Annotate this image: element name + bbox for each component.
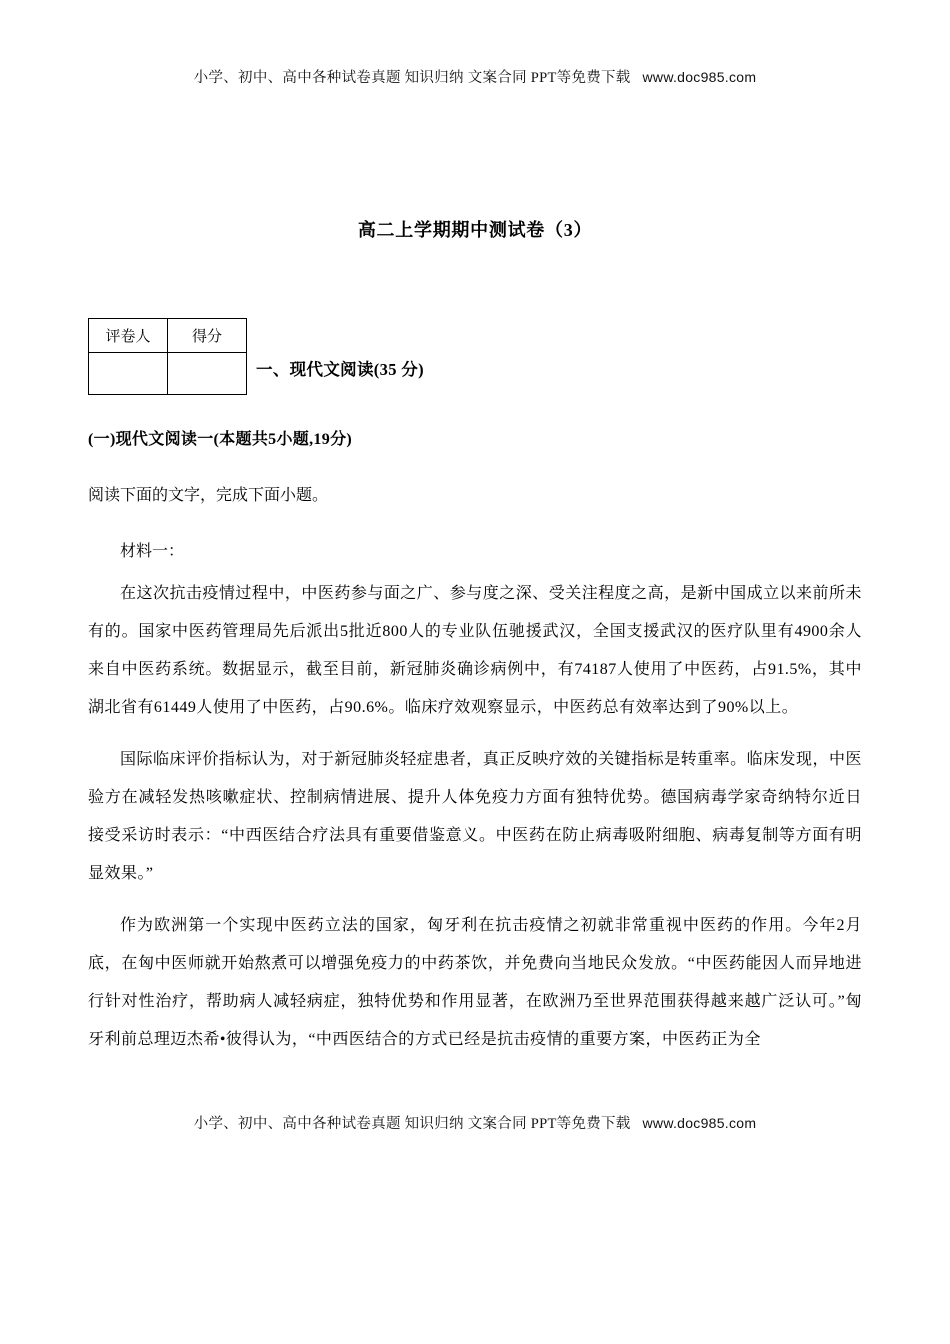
score-table-section bbox=[88, 318, 862, 395]
material-paragraph-2: 国际临床评价指标认为，对于新冠肺炎轻症患者，真正反映疗效的关键指标是转重率。临床发现，中医验方在减轻发热咳嗽症状、控制病情进展、提升人体免疫力方面有独特优势。德国病毒学家奇纳特尔近日接受采访时表示：“中西医结合疗法具有重要借鉴意义。中医药在防止病毒吸附细胞、病毒复制等方面有明显效果。” bbox=[88, 751, 862, 882]
reading-instruction: 阅读下面的文字，完成下面小题。 bbox=[88, 487, 329, 504]
subsection-heading: (一)现代文阅读一(本题共5小题,19分) bbox=[88, 431, 353, 448]
document-title: 高二上学期期中测试卷（3） bbox=[357, 220, 593, 240]
score-table-blank-row bbox=[89, 353, 247, 395]
section-heading: 一、现代文阅读(35 分) bbox=[256, 360, 424, 379]
document-content bbox=[88, 0, 862, 1073]
footer-banner-text: 小学、初中、高中各种试卷真题 知识归纳 文案合同 PPT等免费下载 bbox=[193, 1116, 631, 1132]
score-blank-cell bbox=[168, 353, 247, 395]
header-site-url: www.doc985.com bbox=[642, 69, 757, 85]
score-table-header-row bbox=[89, 319, 247, 353]
grader-label-cell: 评卷人 bbox=[89, 319, 168, 353]
footer-site-url: www.doc985.com bbox=[642, 1115, 757, 1131]
material-paragraph-3: 作为欧洲第一个实现中医药立法的国家，匈牙利在抗击疫情之初就非常重视中医药的作用。今年2月底，在匈中医师就开始熬煮可以增强免疫力的中药茶饮，并免费向当地民众发放。“中医药能因人而异地进行针对性治疗，帮助病人减轻病症，独特优势和作用显著，在欧洲乃至世界范围获得越来越广泛认可。”匈牙利前总理迈杰希•彼得认为，“中西医结合的方式已经是抗击疫情的重要方案，中医药正为全 bbox=[88, 917, 862, 1048]
material-paragraph-1: 在这次抗击疫情过程中，中医药参与面之广、参与度之深、受关注程度之高，是新中国成立以来前所未有的。国家中医药管理局先后派出5批近800人的专业队伍驰援武汉，全国支援武汉的医疗队里有4900余人来自中医药系统。数据显示，截至目前，新冠肺炎确诊病例中，有74187人使用了中医药，占91.5%，其中湖北省有61449人使用了中医药，占90.6%。临床疗效观察显示，中医药总有效率达到了90%以上。 bbox=[88, 585, 862, 716]
page-footer bbox=[0, 1112, 950, 1133]
material-one-label: 材料一： bbox=[120, 543, 185, 560]
score-table bbox=[88, 318, 247, 395]
header-banner-text: 小学、初中、高中各种试卷真题 知识归纳 文案合同 PPT等免费下载 bbox=[193, 70, 631, 86]
grader-blank-cell bbox=[89, 353, 168, 395]
score-label-cell: 得分 bbox=[168, 319, 247, 353]
